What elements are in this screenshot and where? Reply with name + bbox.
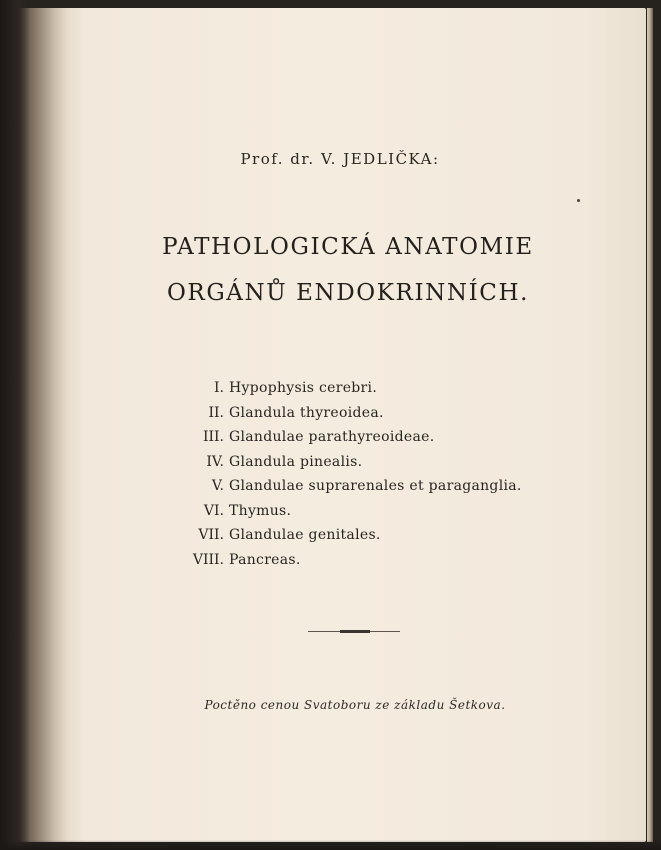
contents-item xyxy=(180,552,540,577)
item-text: Glandulae genitales. xyxy=(229,527,381,543)
paper-speck xyxy=(577,199,580,202)
item-text: Glandula thyreoidea. xyxy=(229,404,384,421)
divider-rule-center xyxy=(340,630,370,633)
item-text: Glandulae parathyreoideae. xyxy=(229,429,435,445)
spine-shadow xyxy=(0,0,30,850)
item-numeral: V. xyxy=(211,478,224,494)
page-edge xyxy=(647,8,653,842)
contents-item xyxy=(180,454,540,479)
contents-item xyxy=(180,503,540,528)
item-text: Glandulae suprarenales et paraganglia. xyxy=(229,478,522,494)
author-line: Prof. dr. V. JEDLIČKA: xyxy=(240,150,440,168)
title-line-2: ORGÁNŮ ENDOKRINNÍCH. xyxy=(166,280,530,306)
item-text: Pancreas. xyxy=(229,551,301,568)
contents-item xyxy=(180,380,540,405)
contents-list xyxy=(180,380,540,576)
item-numeral: VII. xyxy=(198,527,224,543)
title-line-1: PATHOLOGICKÁ ANATOMIE xyxy=(162,234,534,260)
item-text: Hypophysis cerebri. xyxy=(229,380,378,396)
item-numeral: II. xyxy=(208,404,224,421)
item-text: Thymus. xyxy=(229,502,292,519)
contents-item xyxy=(180,527,540,552)
item-numeral: I. xyxy=(214,380,224,396)
item-numeral: VIII. xyxy=(192,551,224,568)
item-numeral: III. xyxy=(202,429,224,445)
contents-item xyxy=(180,405,540,430)
item-text: Glandula pinealis. xyxy=(229,453,363,470)
item-numeral: VI. xyxy=(203,502,224,519)
bottom-edge-shadow xyxy=(0,840,661,850)
contents-item xyxy=(180,478,540,503)
contents-item xyxy=(180,429,540,454)
award-note: Poctěno cenou Svatoboru ze základu Šetkova. xyxy=(204,698,506,712)
item-numeral: IV. xyxy=(206,453,224,470)
